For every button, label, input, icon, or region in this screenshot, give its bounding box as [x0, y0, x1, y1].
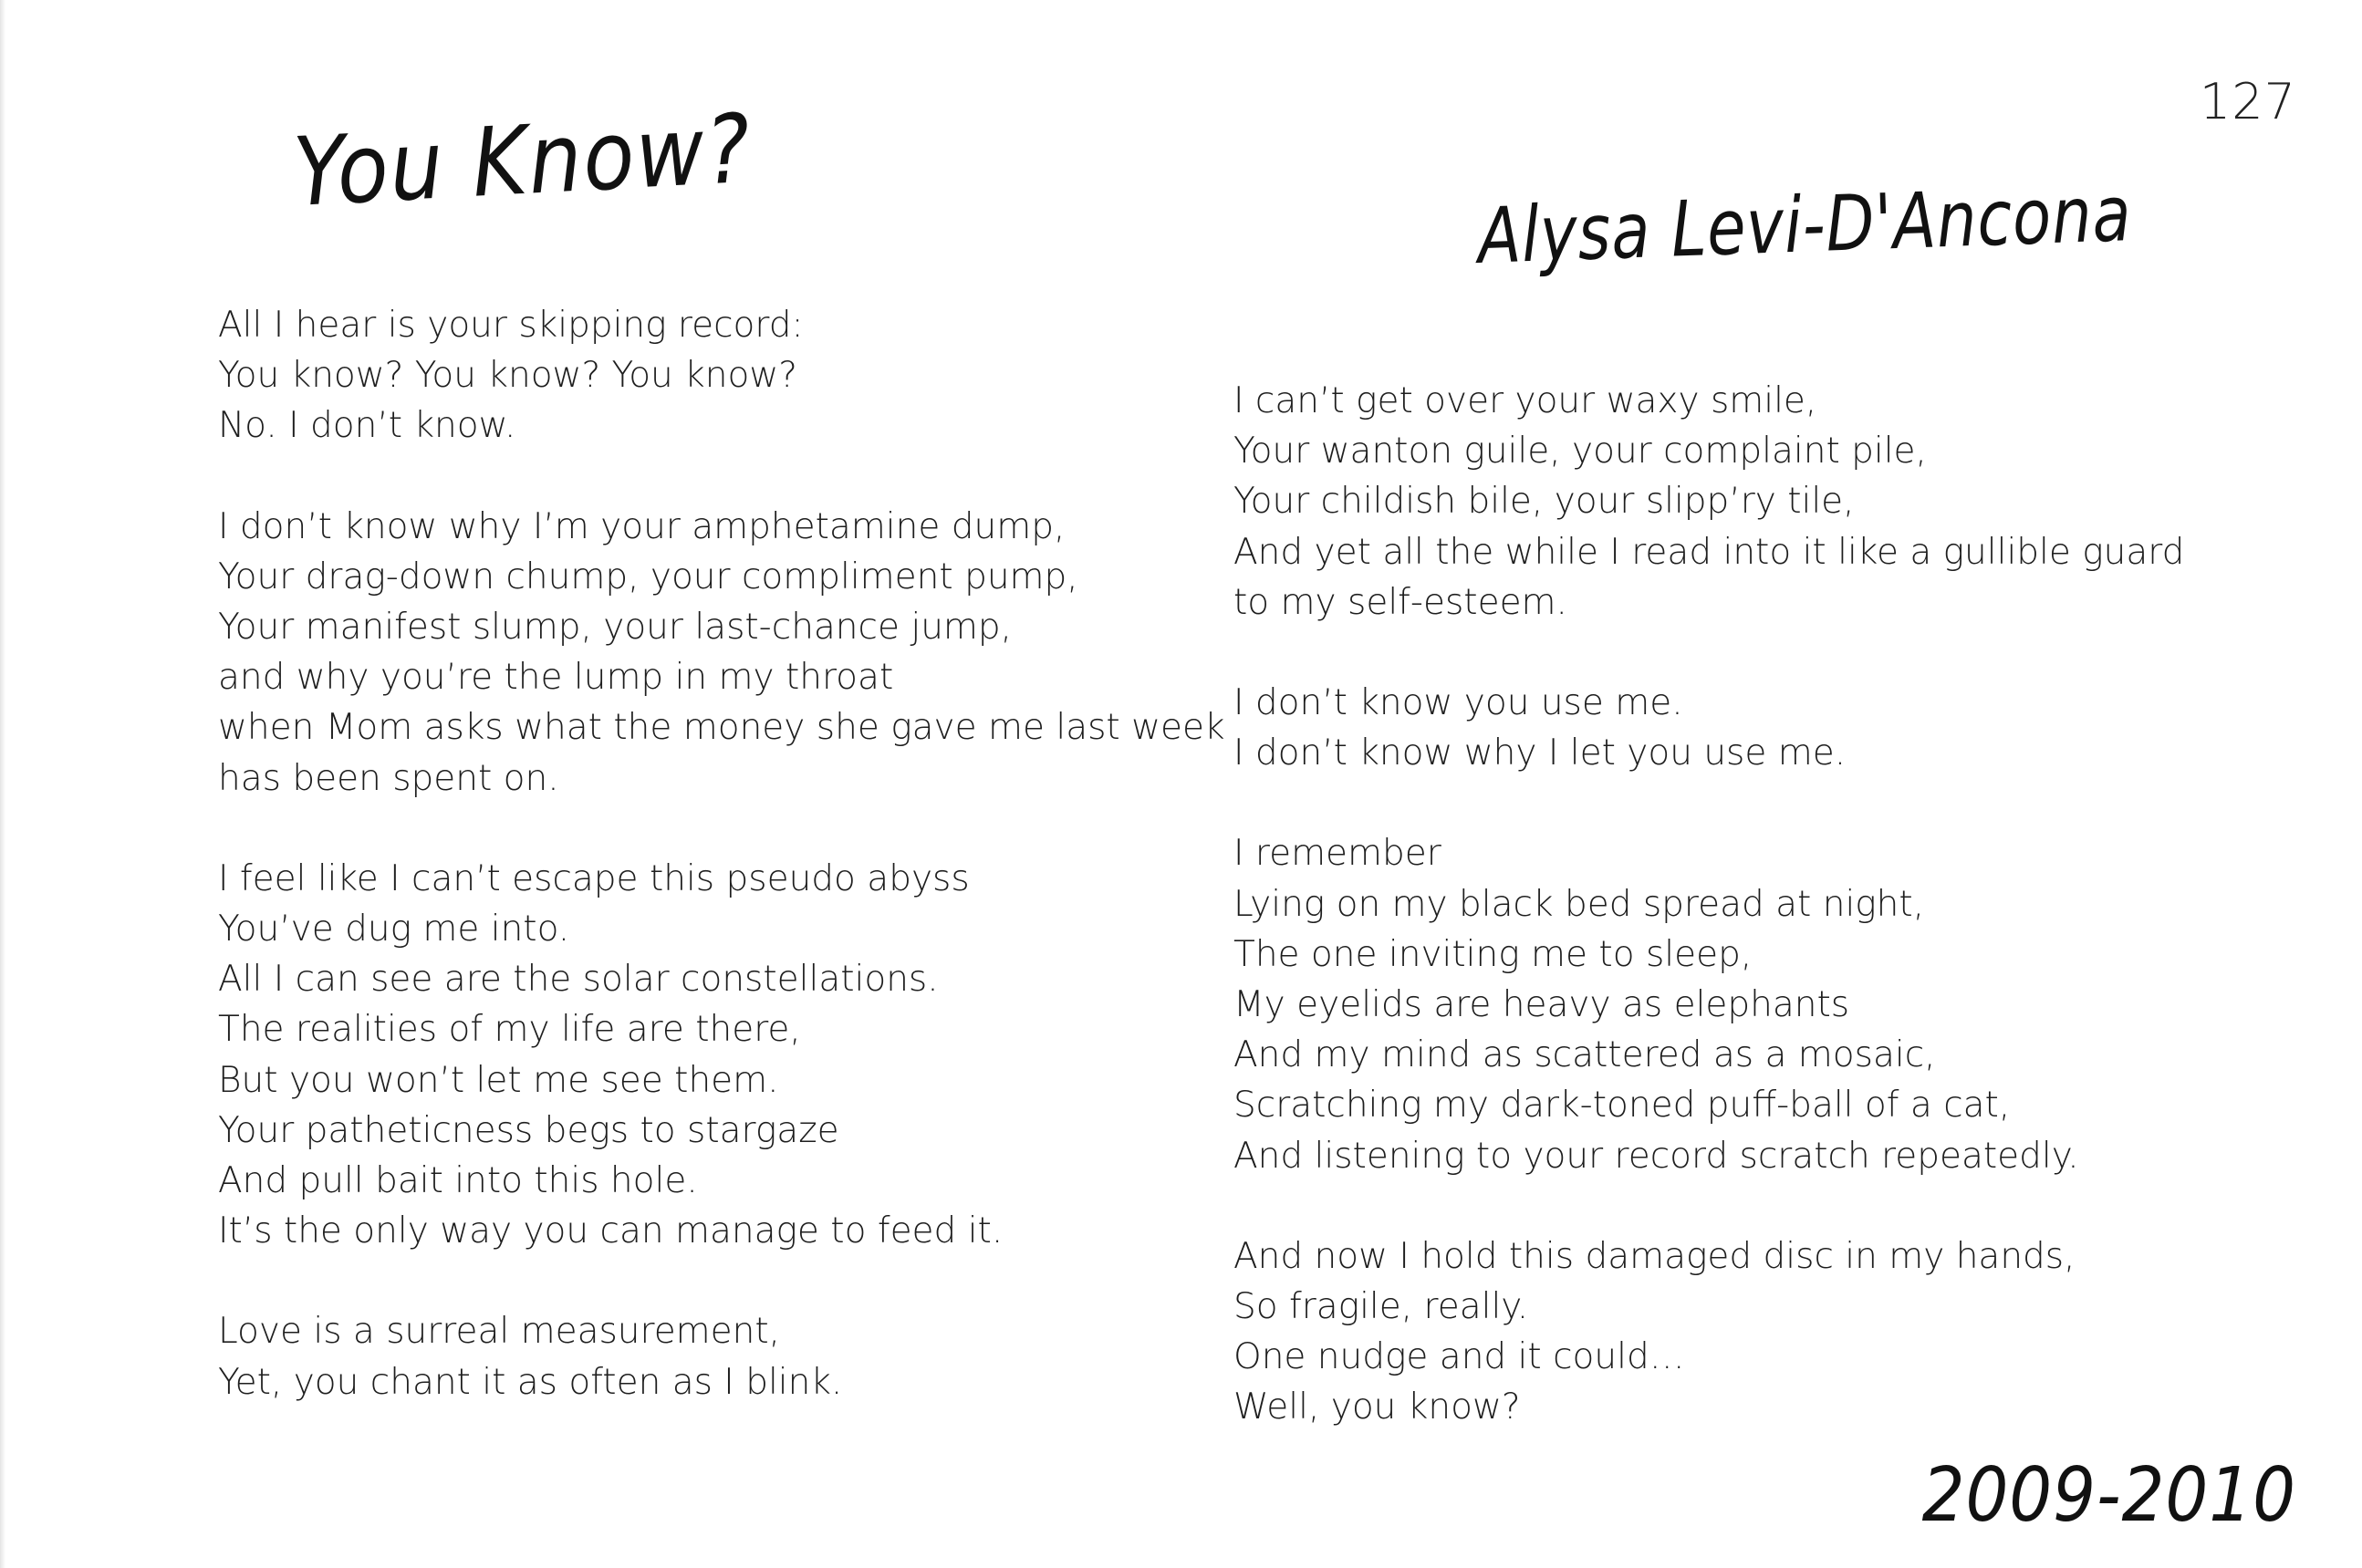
poem-line: And pull bait into this hole.	[218, 1160, 698, 1202]
stanza	[1233, 376, 2237, 628]
poem-line: I don’t know why I’m your amphetamine dump,	[218, 505, 1066, 547]
poem-line: You know? You know? You know?	[218, 355, 797, 397]
stanza	[218, 502, 1225, 804]
poem-line: I feel like I can’t escape this pseudo abyss	[218, 857, 970, 899]
poem-line: No. I don’t know.	[218, 405, 516, 447]
poem-column-right	[1233, 376, 2237, 1433]
author-name: Alysa Levi-D'Ancona	[1476, 169, 2134, 281]
poem-line: I remember	[1233, 833, 1441, 875]
poem-line: Your childish bile, your slipp’ry tile,	[1233, 481, 1855, 523]
poem-line: has been spent on.	[218, 757, 559, 799]
poem-column-left	[218, 300, 1225, 1407]
poem-line: All I can see are the solar constellations.	[218, 959, 939, 1001]
stanza	[218, 854, 1185, 1257]
poem-line: Well, you know?	[1233, 1386, 1521, 1428]
poem-line: Love is a surreal measurement,	[218, 1311, 781, 1353]
poem-line: All I hear is your skipping record:	[218, 305, 804, 346]
poem-line: It’s the only way you can manage to feed it.	[218, 1210, 1004, 1252]
poem-line: Your manifest slump, your last-chance jump,	[218, 607, 1013, 649]
poem-line: And listening to your record scratch repeatedly.	[1233, 1135, 2079, 1177]
poem-line: My eyelids are heavy as elephants	[1233, 984, 1850, 1026]
poem-line: Lying on my black bed spread at night,	[1233, 883, 1925, 925]
poem-line: You’ve dug me into.	[218, 909, 570, 950]
poem-line: Scratching my dark-toned puff-ball of a cat,	[1233, 1085, 2011, 1127]
poem-line: when Mom asks what the money she gave me last week	[218, 707, 1225, 749]
poem-line: The one inviting me to sleep,	[1233, 933, 1753, 975]
stanza	[1233, 1231, 2237, 1433]
poem-line: to my self-esteem.	[1233, 581, 1567, 623]
page-gutter-shadow	[0, 0, 5, 1568]
stanza	[218, 1306, 1185, 1407]
poem-title: You Know?	[290, 92, 754, 228]
stanza	[218, 300, 1185, 452]
stanza	[1233, 678, 2237, 778]
poem-line: Your drag-down chump, your compliment pump,	[218, 556, 1078, 597]
poem-line: I can’t get over your waxy smile,	[1233, 380, 1817, 421]
poem-line: Your wanton guile, your complaint pile,	[1233, 431, 1927, 472]
poem-line: The realities of my life are there,	[218, 1009, 801, 1051]
poem-line: Your patheticness begs to stargaze	[218, 1109, 839, 1151]
stanza	[1233, 828, 2237, 1180]
poem-line: And my mind as scattered as a mosaic,	[1233, 1034, 1936, 1076]
poem-line: and why you’re the lump in my throat	[218, 657, 894, 699]
page-number: 127	[2199, 73, 2296, 130]
poem-line: Yet, you chant it as often as I blink.	[218, 1361, 843, 1403]
poem-line: But you won’t let me see them.	[218, 1059, 779, 1101]
date-signature: 2009-2010	[1921, 1452, 2296, 1539]
poem-line: I don’t know why I let you use me.	[1233, 732, 1847, 774]
poem-line: And now I hold this damaged disc in my hands,	[1233, 1235, 2076, 1277]
poem-line: So fragile, really.	[1233, 1286, 1529, 1328]
poem-line: I don’t know you use me.	[1233, 682, 1683, 724]
poem-line: And yet all the while I read into it like a gullible guard	[1233, 531, 2185, 573]
poem-line: One nudge and it could…	[1233, 1336, 1685, 1378]
